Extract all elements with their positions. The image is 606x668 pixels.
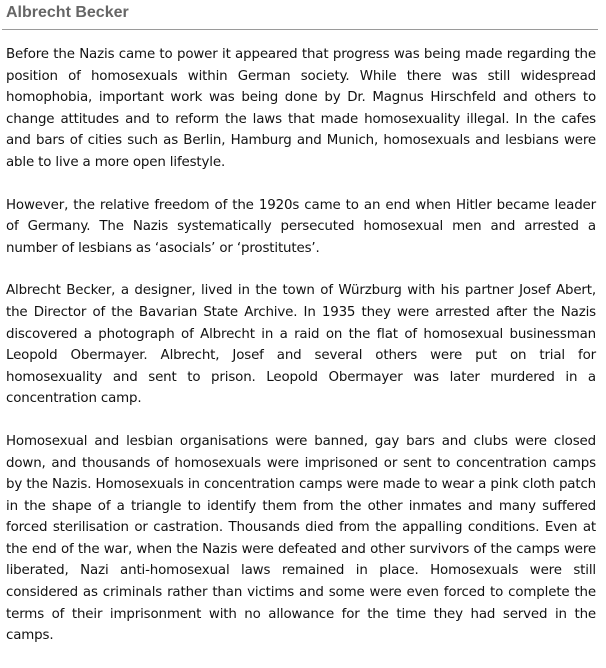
paragraph-3: Albrecht Becker, a designer, lived in the town of Würzburg with his partner Josef Abert, the Director of the Bavarian State Archive. In 1935 they were arrested after the Nazis discovered a photograph of Albrecht in a raid on the flat of homosexual businessman Leopold Obermayer. Albrecht, Josef and several others were put on trial for homosexuality and sent to prison. Leopold Obermayer was later murdered in a concentration camp.	[6, 283, 596, 407]
title-divider	[2, 29, 598, 30]
paragraph-1: Before the Nazis came to power it appeared that progress was being made regarding the position of homosexuals within German society. While there was still widespread homophobia, important work was being done by Dr. Magnus Hirschfeld and others to change attitudes and to reform the laws that made homosexuality illegal. In the cafes and bars of cities such as Berlin, Hamburg and Munich, homosexuals and lesbians were able to live a more open lifestyle.	[6, 47, 596, 170]
paragraph-4: Homosexual and lesbian organisations were banned, gay bars and clubs were closed down, and thousands of homosexuals were imprisoned or sent to concentration camps by the Nazis. Homosexuals in concentration camps were made to wear a pink cloth patch in the shape of a triangle to identify them from the other inmates and many suffered forced sterilisation or castration. Thousands died from the appalling conditions. Even at the end of the war, when the Nazis were defeated and other survivors of the camps were liberated, Nazi anti-homosexual laws remained in place. Homosexuals were still considered as criminals rather than victims and some were even forced to complete the terms of their imprisonment with no allowance for the time they had served in the camps.	[6, 433, 596, 644]
article-title: Albrecht Becker	[6, 4, 129, 21]
paragraph-2: However, the relative freedom of the 1920s came to an end when Hitler became leader of Germany. The Nazis systematically persecuted homosexual men and arrested a number of lesbians as ‘asocials’ or ‘prostitutes’.	[6, 197, 596, 256]
article-body	[6, 44, 596, 668]
